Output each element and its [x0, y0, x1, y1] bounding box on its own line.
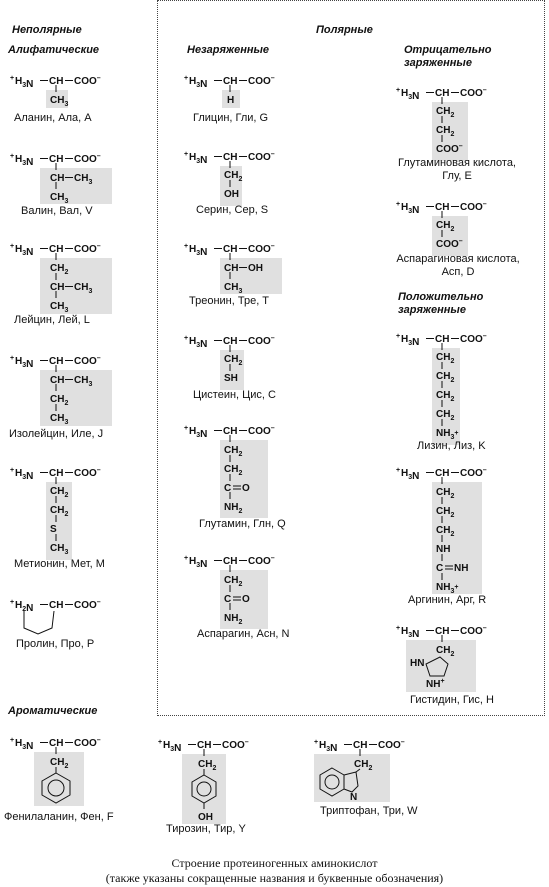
alpha-carbon: CH	[435, 334, 450, 345]
amine-group: $H_3N$	[401, 202, 420, 216]
caption-ser: Серин, Сер, S	[196, 204, 269, 216]
amine-group: $H_3N$	[189, 426, 208, 440]
side-chain-group: $CH_3$	[50, 413, 69, 426]
caption-thr: Треонин, Тре, T	[189, 295, 270, 307]
side-chain-group: $CH_2$	[198, 759, 217, 772]
side-chain-group: CH	[50, 375, 65, 386]
header-negative: Отрицательно заряженные	[404, 44, 492, 69]
structure-thr	[184, 238, 294, 298]
plus-charge: +	[184, 555, 189, 562]
side-chain-group: $CH_2$	[50, 486, 69, 499]
caption-met: Метионин, Мет, M	[14, 558, 105, 570]
amine-group: $H_3N$	[189, 336, 208, 350]
side-chain-group: $CH_2$	[50, 757, 69, 770]
svg-text:+: +	[314, 739, 319, 746]
footer-line2: (также указаны сокращенные названия и буквенные обозначения)	[105, 871, 444, 885]
side-chain-group: COO–	[436, 143, 463, 155]
amine-group: $H_3N$	[189, 244, 208, 258]
plus-charge: +	[184, 243, 189, 250]
amine-group: $H_3N$	[401, 626, 420, 640]
side-chain-group: $CH_2$	[436, 371, 455, 384]
plus-charge: +	[184, 425, 189, 432]
caption-phe: Фенилаланин, Фен, F	[4, 811, 114, 823]
side-chain-group: $CH_3$	[74, 173, 93, 186]
carboxyl-group: COO–	[378, 739, 405, 751]
amine-group: $H_3N$	[319, 740, 338, 754]
side-chain-group: OH	[224, 189, 240, 200]
hydrogen: H	[227, 95, 235, 106]
structure-arg	[396, 462, 516, 597]
guanidino-carbon: C	[436, 563, 444, 574]
carboxyl-group: COO–	[460, 467, 487, 479]
carbonyl-oxygen: O	[242, 483, 250, 494]
structure-tyr	[158, 734, 268, 829]
carboxyl-group: COO–	[460, 87, 487, 99]
structure-leu	[10, 238, 120, 318]
amine-group: $H_3N$	[189, 556, 208, 570]
carboxyl-group: COO–	[460, 333, 487, 345]
carboxyl-group: COO–	[248, 75, 275, 87]
hydroxyl-group: OH	[248, 263, 264, 274]
plus-charge: +	[396, 625, 401, 632]
alpha-carbon: CH	[223, 76, 238, 87]
side-chain-group: $CH_2$	[224, 464, 243, 477]
methyl-group: $CH_3$	[50, 95, 69, 108]
structure-ala	[10, 70, 120, 115]
caption-pro: Пролин, Про, P	[16, 638, 95, 650]
structure-pro	[10, 594, 130, 644]
amine-group: $H_3N$	[401, 468, 420, 482]
carboxyl-group: COO–	[74, 737, 101, 749]
alpha-carbon: CH	[49, 76, 64, 87]
amine-group: $H_3N$	[15, 244, 34, 258]
amine-group: $H_3N$	[189, 152, 208, 166]
carboxyl-group: COO–	[248, 243, 275, 255]
carboxyl-group: COO–	[74, 467, 101, 479]
alpha-carbon: CH	[223, 426, 238, 437]
side-chain-group: SH	[224, 373, 238, 384]
carboxyl-group: COO–	[460, 201, 487, 213]
svg-text:+: +	[10, 599, 15, 606]
plus-charge: +	[396, 201, 401, 208]
side-chain-group: $CH_3$	[224, 282, 243, 295]
amide-group: $NH_2$	[224, 613, 243, 626]
plus-charge: +	[396, 87, 401, 94]
side-chain-group: CH	[50, 282, 65, 293]
caption-asn: Аспарагин, Асн, N	[197, 628, 290, 640]
side-chain-group: $CH_2$	[224, 575, 243, 588]
caption-ala: Аланин, Ала, A	[14, 112, 92, 124]
side-chain-group: $CH_2$	[50, 263, 69, 276]
side-chain-group: C	[224, 594, 232, 605]
plus-charge: +	[10, 75, 15, 82]
side-chain-group: $CH_2$	[436, 390, 455, 403]
plus-charge: +	[158, 739, 163, 746]
caption-gln: Глутамин, Глн, Q	[199, 518, 286, 530]
structure-asn	[184, 550, 294, 630]
alpha-carbon: CH	[435, 626, 450, 637]
structure-ser	[184, 146, 294, 206]
plus-charge: +	[396, 333, 401, 340]
structure-asp	[396, 196, 506, 256]
structure-lys	[396, 328, 506, 443]
side-chain-group: $CH_2$	[436, 409, 455, 422]
amide-group: $NH_2$	[224, 502, 243, 515]
side-chain-group: $CH_2$	[224, 170, 243, 183]
side-chain-group: $CH_2$	[224, 445, 243, 458]
alpha-carbon: CH	[49, 600, 64, 611]
side-chain-group: $CH_3$	[74, 282, 93, 295]
side-chain-group: $CH_3$	[74, 375, 93, 388]
alpha-carbon: CH	[435, 88, 450, 99]
imine-group: $H_2N$	[15, 600, 34, 614]
caption-asp: Аспарагиновая кислота, Асп, D	[396, 253, 520, 278]
imidazole-nh: HN	[410, 658, 425, 669]
caption-glu: Глутаминовая кислота, Глу, E	[397, 157, 516, 182]
side-chain-group: $CH_2$	[436, 220, 455, 233]
alpha-carbon: CH	[223, 152, 238, 163]
side-chain-group: $CH_2$	[436, 106, 455, 119]
plus-charge: +	[10, 355, 15, 362]
carboxyl-group: COO–	[74, 599, 101, 611]
alpha-carbon: CH	[435, 468, 450, 479]
structure-gly	[184, 70, 294, 115]
guanidino-imine: NH	[454, 563, 469, 574]
side-chain-group: $CH_2$	[224, 354, 243, 367]
plus-charge: +	[396, 467, 401, 474]
plus-charge: +	[10, 153, 15, 160]
side-chain-group: $CH_2$	[354, 759, 373, 772]
side-chain-group: $CH_2$	[436, 645, 455, 658]
header-positive: Положительно заряженные	[398, 291, 484, 316]
carboxyl-group: COO–	[74, 243, 101, 255]
caption-ile: Изолейцин, Иле, J	[9, 428, 104, 440]
side-chain-group: $NH_3^+$	[436, 428, 459, 441]
structure-his	[396, 620, 516, 695]
structure-cys	[184, 330, 294, 390]
plus-charge: +	[184, 151, 189, 158]
carbonyl-oxygen: O	[242, 594, 250, 605]
carboxyl-group: COO–	[248, 555, 275, 567]
amine-group: $H_3N$	[15, 356, 34, 370]
carboxyl-group: COO–	[222, 739, 249, 751]
imidazole-nh-plus: NH+	[426, 678, 445, 690]
side-chain-group: COO–	[436, 238, 463, 250]
header-aliphatic: Алифатические	[8, 44, 100, 56]
carboxyl-group: COO–	[248, 425, 275, 437]
plus-charge: +	[10, 737, 15, 744]
carboxyl-group: COO–	[74, 355, 101, 367]
side-chain-group: C	[224, 483, 232, 494]
caption-arg: Аргинин, Арг, R	[408, 594, 487, 606]
alpha-carbon: CH	[223, 336, 238, 347]
alpha-carbon: CH	[435, 202, 450, 213]
carboxyl-group: COO–	[74, 153, 101, 165]
amine-group: $H_3N$	[15, 76, 34, 90]
side-chain-group: CH	[50, 173, 65, 184]
structure-gln	[184, 420, 294, 520]
carboxyl-group: COO–	[74, 75, 101, 87]
structure-trp	[314, 734, 444, 804]
guanidino-amine: $NH_3^+$	[436, 582, 459, 595]
caption-lys: Лизин, Лиз, K	[417, 440, 486, 452]
plus-charge: +	[10, 467, 15, 474]
caption-tyr: Тирозин, Тир, Y	[166, 823, 246, 835]
alpha-carbon: CH	[49, 356, 64, 367]
alpha-carbon: CH	[223, 556, 238, 567]
caption-val: Валин, Вал, V	[21, 205, 93, 217]
side-chain-group: $CH_2$	[436, 125, 455, 138]
carboxyl-group: COO–	[248, 151, 275, 163]
alpha-carbon: CH	[49, 154, 64, 165]
indole-nitrogen: N	[350, 792, 358, 803]
alpha-carbon: CH	[353, 740, 368, 751]
side-chain-group: $CH_3$	[50, 543, 69, 556]
amine-group: $H_3N$	[401, 334, 420, 348]
pyrrolidine-ring	[24, 611, 54, 634]
plus-charge: +	[10, 243, 15, 250]
alpha-carbon: CH	[49, 244, 64, 255]
caption-his: Гистидин, Гис, H	[410, 694, 494, 706]
side-chain-group: $CH_2$	[436, 487, 455, 500]
caption-gly: Глицин, Гли, G	[193, 112, 269, 124]
side-chain-group: $CH_3$	[50, 192, 69, 205]
side-chain-group: $CH_3$	[50, 301, 69, 314]
structure-ile	[10, 350, 120, 430]
header-uncharged: Незаряженные	[187, 44, 270, 56]
side-chain-group: NH	[436, 544, 451, 555]
amine-group: $H_3N$	[163, 740, 182, 754]
side-chain-group: $CH_2$	[436, 506, 455, 519]
structure-val	[10, 148, 120, 208]
amine-group: $H_3N$	[15, 468, 34, 482]
alpha-carbon: CH	[49, 738, 64, 749]
header-nonpolar: Неполярные	[12, 24, 82, 36]
caption-trp: Триптофан, Три, W	[320, 805, 418, 817]
caption-leu: Лейцин, Лей, L	[14, 314, 90, 326]
amine-group: $H_3N$	[401, 88, 420, 102]
plus-charge: +	[184, 335, 189, 342]
alpha-carbon: CH	[223, 244, 238, 255]
side-chain-group: CH	[224, 263, 239, 274]
amine-group: $H_3N$	[15, 738, 34, 752]
side-chain-group: S	[50, 524, 57, 535]
alpha-carbon: CH	[197, 740, 212, 751]
header-polar: Полярные	[316, 24, 373, 36]
amine-group: $H_3N$	[189, 76, 208, 90]
footer-line1: Строение протеиногенных аминокислот	[171, 856, 378, 870]
hydroxyl-group: OH	[198, 812, 214, 823]
plus-charge: +	[184, 75, 189, 82]
structure-met	[10, 462, 120, 562]
carboxyl-group: COO–	[460, 625, 487, 637]
structure-glu	[396, 82, 506, 162]
header-aromatic: Ароматические	[8, 705, 98, 717]
side-chain-group: $CH_2$	[50, 394, 69, 407]
alpha-carbon: CH	[49, 468, 64, 479]
side-chain-group: $CH_2$	[50, 505, 69, 518]
side-chain-group: $CH_2$	[436, 352, 455, 365]
carboxyl-group: COO–	[248, 335, 275, 347]
caption-cys: Цистеин, Цис, C	[193, 389, 276, 401]
side-chain-group: $CH_2$	[436, 525, 455, 538]
amine-group: $H_3N$	[15, 154, 34, 168]
structure-phe	[10, 732, 120, 812]
